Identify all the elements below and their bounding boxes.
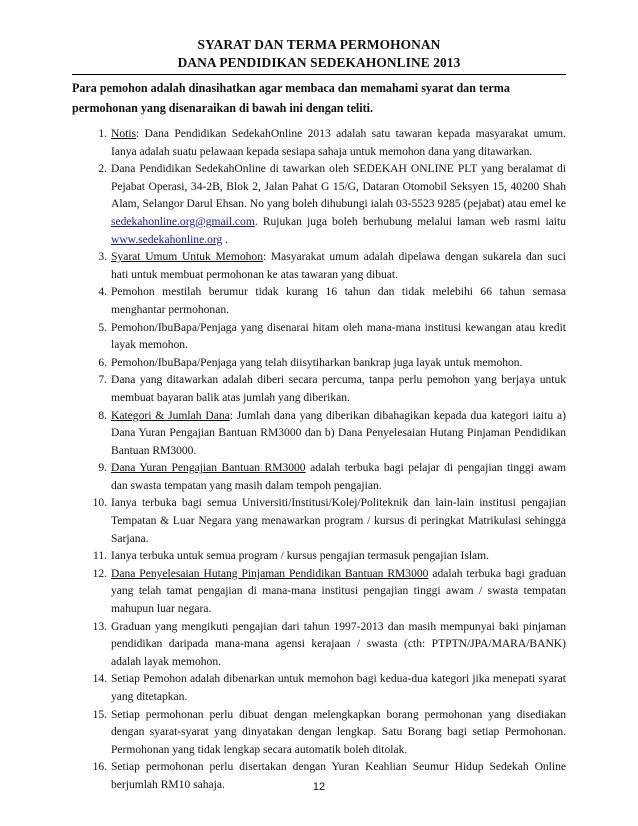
item-number: 10. xyxy=(92,497,107,510)
list-item xyxy=(72,495,566,548)
item-number: 16. xyxy=(92,761,107,774)
item-number: 14. xyxy=(92,673,107,686)
list-item xyxy=(72,548,566,566)
item-text: . xyxy=(222,233,229,246)
item-heading: Dana Penyelesaian Hutang Pinjaman Pendidikan Bantuan RM3000 xyxy=(111,567,429,580)
list-item xyxy=(72,372,566,407)
item-text: : Masyarakat umum adalah dipelawa dengan sukarela dan suci hati untuk membuat permohonan ke atas tawaran yang dibuat. xyxy=(111,251,566,281)
item-number: 6. xyxy=(98,356,107,369)
website-link[interactable]: www.sedekahonline.org xyxy=(111,233,223,246)
item-text: Setiap permohonan perlu dibuat dengan melengkapkan borang permohonan yang disediakan dengan syarat-syarat yang dinyatakan dengan lengkap. Satu Borang bagi setiap Permohonan. Permohonan yang tidak lengkap secara automatik boleh ditolak. xyxy=(111,708,566,756)
item-number: 5. xyxy=(98,321,107,334)
item-text: : Jumlah dana yang diberikan dibahagikan kepada dua kategori iaitu a) Dana Yuran Pengajian Bantuan RM3000 dan b) Dana Penyelesaian Hutang Pinjaman Pendidikan Bantuan RM3000. xyxy=(111,409,566,457)
item-text: Pemohon mestilah berumur tidak kurang 16 tahun dan tidak melebihi 66 tahun semasa menghantar permohonan. xyxy=(111,286,566,316)
list-item xyxy=(72,249,566,284)
item-number: 3. xyxy=(98,251,107,264)
email-link[interactable]: sedekahonline.org@gmail.com xyxy=(111,215,255,228)
title-line-2: DANA PENDIDIKAN SEDEKAHONLINE 2013 xyxy=(177,55,461,70)
item-number: 9. xyxy=(98,462,107,475)
list-item xyxy=(72,619,566,672)
item-text: Setiap Pemohon adalah dibenarkan untuk memohon bagi kedua-dua kategori jika menepati syarat yang ditetapkan. xyxy=(111,673,566,703)
page-number: 12 xyxy=(312,781,326,793)
item-number: 13. xyxy=(92,620,107,633)
item-text: adalah terbuka bagi graduan yang telah tamat pengajian di mana-mana institusi pengajian tinggi awam / swasta tempatan mahupun luar negara. xyxy=(111,567,566,616)
item-heading: Notis xyxy=(111,128,137,140)
list-item xyxy=(72,707,566,760)
item-text: Pemohon/IbuBapa/Penjaga yang disenarai hitam oleh mana-mana institusi kewangan atau kredit layak memohon. xyxy=(111,321,566,352)
list-item xyxy=(72,161,566,249)
item-text: Ianya terbuka untuk semua program / kursus pengajian termasuk pengajian Islam. xyxy=(111,550,490,563)
item-text: . Rujukan juga boleh berhubung melalui laman web rasmi iaitu xyxy=(254,215,566,228)
item-heading: Kategori & Jumlah Dana xyxy=(111,409,230,422)
item-text: Graduan yang mengikuti pengajian dari tahun 1997-2013 dan masih mempunyai baki pinjaman pendidikan daripada mana-mana agensi kerajaan / swasta (cth: PTPTN/JPA/MARA/BANK) adalah layak memohon. xyxy=(111,620,566,668)
item-text: Dana yang ditawarkan adalah diberi secara percuma, tanpa perlu pemohon yang berjaya untuk membuat bayaran balik atas jumlah yang diberikan. xyxy=(111,374,566,404)
document-header xyxy=(0,36,638,72)
title-line-1: SYARAT DAN TERMA PERMOHONAN xyxy=(197,37,441,52)
item-text: Ianya terbuka bagi semua Universiti/Institusi/Kolej/Politeknik dan lain-lain institusi pengajian Tempatan & Luar Negara yang menawarkan program / kursus di peringkat Matrikulasi sehingga Sarjana. xyxy=(111,497,566,545)
list-item xyxy=(72,408,566,461)
list-item xyxy=(72,126,566,161)
item-number: 1. xyxy=(98,128,107,140)
list-item xyxy=(72,671,566,706)
item-number: 11. xyxy=(92,550,107,563)
item-text: Setiap permohonan perlu disertakan dengan Yuran Keahlian Seumur Hidup Sedekah Online berjumlah RM10 sahaja. xyxy=(111,761,566,791)
header-divider xyxy=(72,74,566,75)
list-item xyxy=(72,320,566,355)
item-number: 15. xyxy=(92,708,107,721)
item-number: 2. xyxy=(98,163,107,176)
item-text: Dana Pendidikan SedekahOnline di tawarkan oleh SEDEKAH ONLINE PLT yang beralamat di Pejabat Operasi, 34-2B, Blok 2, Jalan Pahat G 15/G, Dataran Otomobil Seksyen 15, 40200 Shah Alam, Selangor Darul Ehsan. No yang boleh dihubungi ialah 03-5523 9285 (pejabat) atau emel ke xyxy=(111,163,566,211)
item-number: 7. xyxy=(98,374,107,387)
item-heading: Syarat Umum Untuk Memohon xyxy=(111,251,263,264)
item-text: adalah terbuka bagi pelajar di pengajian tinggi awam dan swasta tempatan yang masih dalam tempoh pengajian. xyxy=(111,462,566,492)
list-item xyxy=(72,355,566,373)
intro-paragraph: Para pemohon adalah dinasihatkan agar membaca dan memahami syarat dan terma permohonan yang disenaraikan di bawah ini dengan teliti. xyxy=(72,81,510,115)
item-number: 12. xyxy=(92,567,107,580)
item-number: 4. xyxy=(98,286,107,299)
item-text: Pemohon/IbuBapa/Penjaga yang telah diisytiharkan bankrap juga layak untuk memohon. xyxy=(111,356,523,369)
list-item xyxy=(72,284,566,319)
item-heading: Dana Yuran Pengajian Bantuan RM3000 xyxy=(111,462,306,475)
list-item xyxy=(72,566,566,619)
terms-list xyxy=(72,126,566,795)
list-item xyxy=(72,460,566,495)
item-number: 8. xyxy=(98,409,107,422)
item-text: : Dana Pendidikan SedekahOnline 2013 adalah satu tawaran kepada masyarakat umum. Ianya adalah suatu pelawaan kepada sesiapa sahaja untuk memohon dana yang ditawarkan. xyxy=(111,128,566,158)
